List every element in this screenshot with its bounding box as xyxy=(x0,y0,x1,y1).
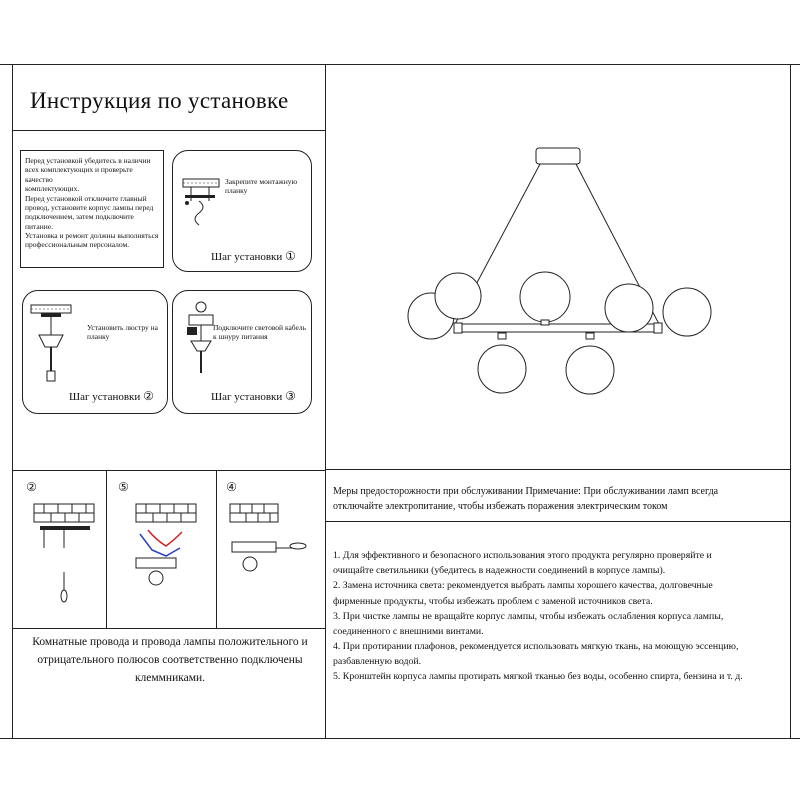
warning-line: комплектующих. xyxy=(25,184,80,194)
globe-shade xyxy=(520,272,570,322)
step-3-label-text: Шаг установки xyxy=(211,391,283,403)
wiring-panel-a-number: ② xyxy=(26,480,37,494)
wiring-panel-c-number: ④ xyxy=(226,480,237,494)
wiring-panel-b-illustration xyxy=(126,500,216,620)
step-3-caption: Подключите световой кабель к шнуру питания xyxy=(213,323,307,342)
step-1-label-text: Шаг установки xyxy=(211,251,283,263)
maintenance-line: 5. Кронштейн корпуса лампы протирать мягкой тканью без воды, особенно спирта, бензина и т. д. xyxy=(333,671,743,683)
left-page-left-edge xyxy=(12,64,13,738)
maintenance-line: 4. При протирании плафонов, рекомендуется использовать мягкую ткань, на моющую эссенцию, xyxy=(333,641,739,653)
right-section-divider-2 xyxy=(325,521,791,522)
maintenance-line: фирменные продукты, чтобы избежать проблем с заменой источников света. xyxy=(333,595,653,607)
title-underline xyxy=(12,130,326,131)
step-2-label-text: Шаг установки xyxy=(69,391,141,403)
page-divider xyxy=(325,64,326,738)
page-title: Инструкция по установке xyxy=(30,88,289,113)
maintenance-line: 3. При чистке лампы не вращайте корпус лампы, чтобы избежать ослабления корпуса лампы, xyxy=(333,610,724,622)
ceiling-canopy xyxy=(536,148,580,164)
warning-line: Установка и ремонт должны выполняться xyxy=(25,231,159,240)
globe-shade xyxy=(605,284,653,332)
warning-box xyxy=(20,150,164,268)
top-border-line xyxy=(0,64,800,65)
globe-shade xyxy=(435,273,481,319)
step-2-box xyxy=(22,290,168,414)
wiring-panel-bottom xyxy=(12,628,326,629)
warning-line: профессиональным персоналом. xyxy=(25,240,130,250)
step-3-label xyxy=(211,391,296,403)
brick-wall-icon xyxy=(136,504,196,522)
wiring-panel-a-illustration xyxy=(30,500,110,620)
left-section-divider xyxy=(12,470,326,471)
connect-cable-illustration xyxy=(181,301,221,401)
warning-line: Перед установкой отключите главный xyxy=(25,193,147,203)
wiring-panel-divider-2 xyxy=(216,470,217,628)
step-1-number: ① xyxy=(285,249,296,263)
wiring-note xyxy=(20,634,320,687)
precaution-line: отключайте электропитание, чтобы избежать поражения электрическим током xyxy=(333,500,668,512)
warning-line: провод, установите корпус лампы перед xyxy=(25,202,154,212)
wiring-panel-c-illustration xyxy=(226,500,326,620)
step-1-label xyxy=(211,251,296,263)
maintenance-line: разбавленную водой. xyxy=(333,656,422,668)
brick-wall-icon xyxy=(34,504,94,522)
wiring-panel-b-number: ⑤ xyxy=(118,480,129,494)
globe-shade xyxy=(566,346,614,394)
warning-line: подключением, затем подключите питание. xyxy=(25,212,134,231)
mount-lamp-illustration xyxy=(27,299,87,399)
warning-line: всех комплектующих и проверьте качество xyxy=(25,165,133,184)
right-section-divider-1 xyxy=(325,469,791,470)
step-2-number: ② xyxy=(143,389,154,403)
globe-shade xyxy=(663,288,711,336)
maintenance-line: 1. Для эффективного и безопасного использования этого продукта регулярно проверяйте и xyxy=(333,550,712,561)
maintenance-list xyxy=(333,548,783,685)
step-2-caption: Установить люстру на планку xyxy=(87,323,158,342)
wiring-note-line: Комнатные провода и провода лампы положительного и xyxy=(32,636,308,648)
step-1-box xyxy=(172,150,312,272)
chandelier-illustration xyxy=(390,140,790,400)
step-3-box xyxy=(172,290,312,414)
bottom-border-line xyxy=(0,738,800,739)
brick-wall-icon xyxy=(230,504,278,522)
step-3-number: ③ xyxy=(285,389,296,403)
precaution-line: Меры предосторожности при обслуживании Примечание: При обслуживании ламп всегда xyxy=(333,486,719,497)
wiring-note-line: клеммниками. xyxy=(134,671,206,684)
right-page-right-edge xyxy=(790,64,791,738)
wiring-note-line: отрицательного полюсов соответственно подключены xyxy=(37,653,303,666)
maintenance-line: очищайте светильники (убедитесь в надежности соединений в корпусе лампы). xyxy=(333,565,666,577)
step-2-label xyxy=(69,391,154,403)
maintenance-line: соединенного с внешними винтами. xyxy=(333,625,484,637)
step-1-caption: Закрепите монтажную планку xyxy=(225,177,298,196)
warning-line: Перед установкой убедитесь в наличии xyxy=(25,156,151,165)
red-wire xyxy=(148,530,182,546)
maintenance-line: 2. Замена источника света: рекомендуется выбрать лампы хорошего качества, долговечные xyxy=(333,580,713,592)
globe-shade xyxy=(478,345,526,393)
blue-wire xyxy=(140,534,180,556)
precaution-note xyxy=(333,485,783,514)
